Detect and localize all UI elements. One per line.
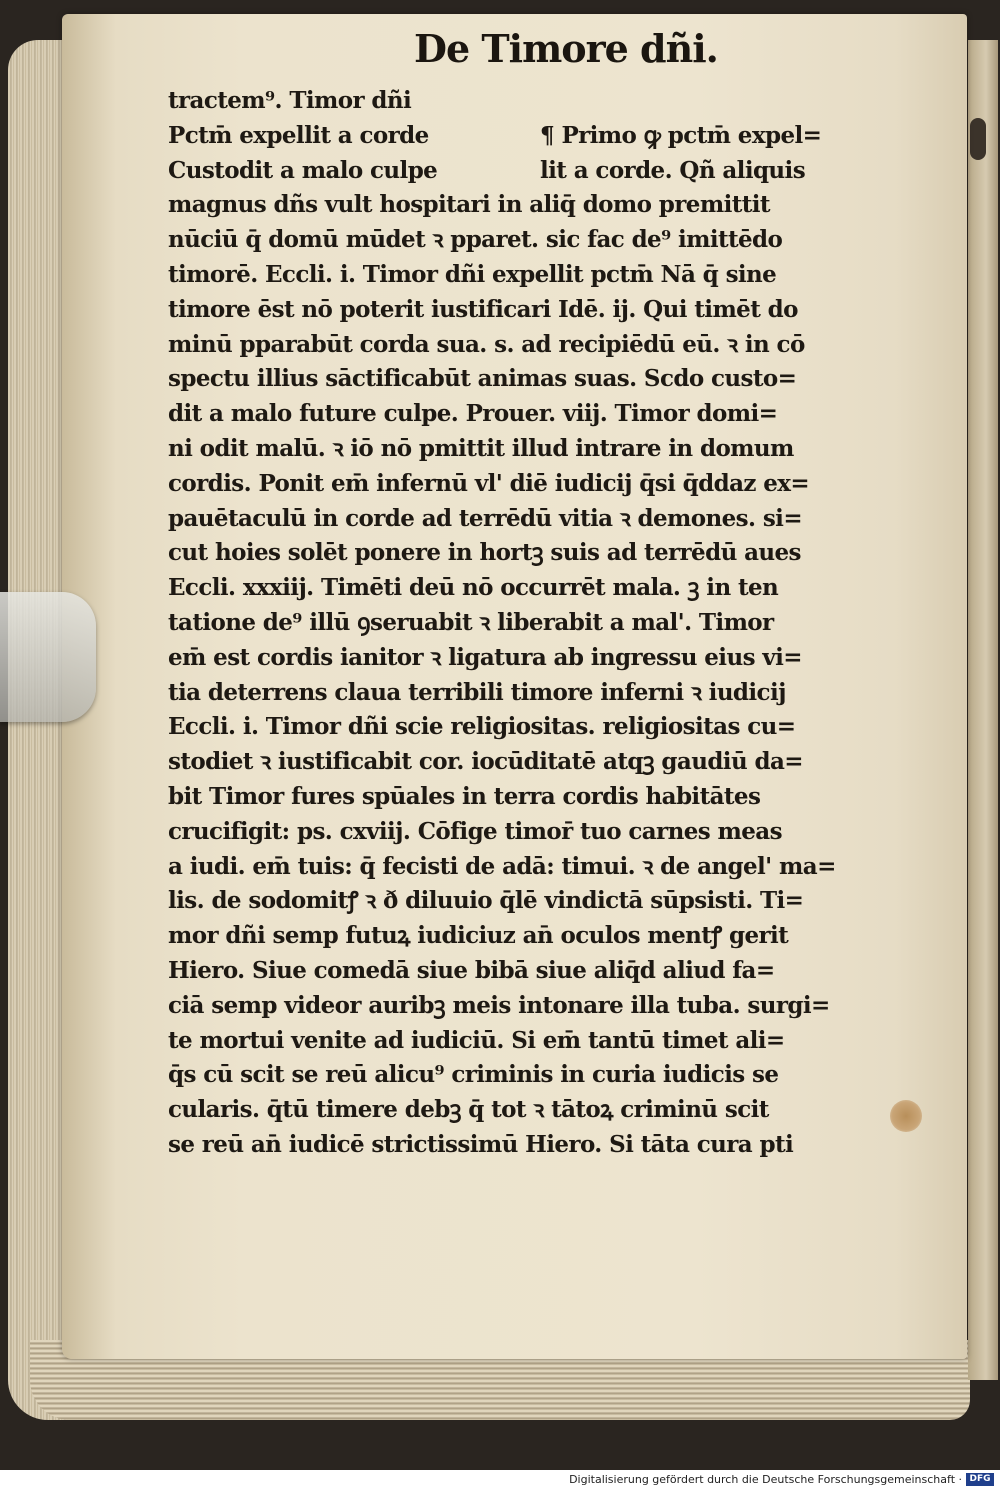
page-holder-clip (0, 592, 96, 722)
text-line: em̄ est cordis ianitor ꝛ ligatura ab ingressu eius vi= (168, 643, 802, 671)
text-line: Hiero. Siue comedā siue bibā siue aliq̄d aliud fa= (168, 956, 775, 984)
text-line: cut hoies solēt ponere in hortꝫ suis ad terrēdū aues (168, 539, 801, 567)
text-line (168, 119, 858, 154)
text-line: a iudi. em̄ tuis: q̄ fecisti de adā: timui. ꝛ de angel' ma= (168, 852, 836, 880)
text-line: Eccli. i. Timor dñi scie religiositas. religiositas cu= (168, 713, 796, 741)
text-line: se reū an̄ iudicē strictissimū Hiero. Si tāta cura pti (168, 1130, 794, 1158)
binding-notch (970, 118, 986, 160)
text-line: ciā semp videor auribꝫ meis intonare illa tuba. surgi= (168, 991, 830, 1019)
text-line: nūciū q̄ domū mūdet ꝛ pparet. sic fac de⁹ imittēdo (168, 226, 783, 254)
text-line: pauētaculū in corde ad terrēdū vitia ꝛ demones. si= (168, 504, 802, 532)
text-line-col-b: ¶ Primo ꝙ pctm̄ expel= (540, 121, 822, 149)
text-line: stodiet ꝛ iustificabit cor. iocūditatē atqꝫ gaudiū da= (168, 748, 803, 776)
dfg-logo: DFG (966, 1473, 994, 1486)
text-line: minū pparabūt corda sua. s. ad recipiēdū eū. ꝛ in cō (168, 330, 805, 358)
text-line: lis. de sodomitꝭ ꝛ ð diluuio q̄lē vindictā sūpsisti. Ti= (168, 887, 804, 915)
text-line (168, 154, 858, 189)
text-line-col-a: Pctm̄ expellit a corde (168, 121, 429, 149)
text-line: tractem⁹. Timor dñi (168, 87, 412, 114)
footer-bar (0, 1470, 1000, 1490)
text-block (168, 84, 858, 1163)
text-line-col-a: Custodit a malo culpe (168, 156, 438, 184)
text-line: magnus dñs vult hospitari in aliq̄ domo premittit (168, 191, 770, 219)
text-line: q̄s cū scit se reū alicu⁹ criminis in curia iudicis se (168, 1061, 779, 1089)
funding-credit: Digitalisierung gefördert durch die Deutsche Forschungsgemeinschaft · (569, 1473, 962, 1486)
text-line: crucifigit: ps. cxviij. Cōfige timor̄ tuo carnes meas (168, 817, 782, 845)
text-line: spectu illius sāctificabūt animas suas. Scdo custo= (168, 365, 797, 393)
text-line: mor dñi semp futuꝝ iudiciuz an̄ oculos mentꝭ gerit (168, 922, 789, 950)
text-line: cordis. Ponit em̄ infernū vl' diē iudicij q̄si q̄ddaz ex= (168, 469, 810, 497)
text-line: tia deterrens claua terribili timore inferni ꝛ iudicij (168, 678, 786, 706)
text-line: Eccli. xxxiij. Timēti deū nō occurrēt mala. ꝫ in ten (168, 574, 779, 602)
text-line: cularis. q̄tū timere debꝫ q̄ tot ꝛ tātoꝝ criminū scit (168, 1096, 769, 1124)
page-stain (890, 1100, 922, 1132)
text-line: timorē. Eccli. i. Timor dñi expellit pctm̄ Nā q̄ sine (168, 260, 777, 288)
text-line: ni odit malū. ꝛ iō nō pmittit illud intrare in domum (168, 434, 794, 462)
text-line-col-b: lit a corde. Qñ aliquis (540, 156, 806, 184)
text-line: te mortui venite ad iudiciū. Si em̄ tantū timet ali= (168, 1026, 785, 1054)
text-line: timore ēst nō poterit iustificari Idē. ij. Qui timēt do (168, 295, 798, 323)
facing-page-edge (968, 40, 998, 1380)
running-head: De Timore dñi. (414, 26, 718, 71)
text-line: dit a malo future culpe. Prouer. viij. Timor domi= (168, 400, 778, 428)
text-line: tatione de⁹ illū ꝯseruabit ꝛ liberabit a mal'. Timor (168, 608, 774, 636)
text-line: bit Timor fures spūales in terra cordis habitātes (168, 782, 761, 810)
